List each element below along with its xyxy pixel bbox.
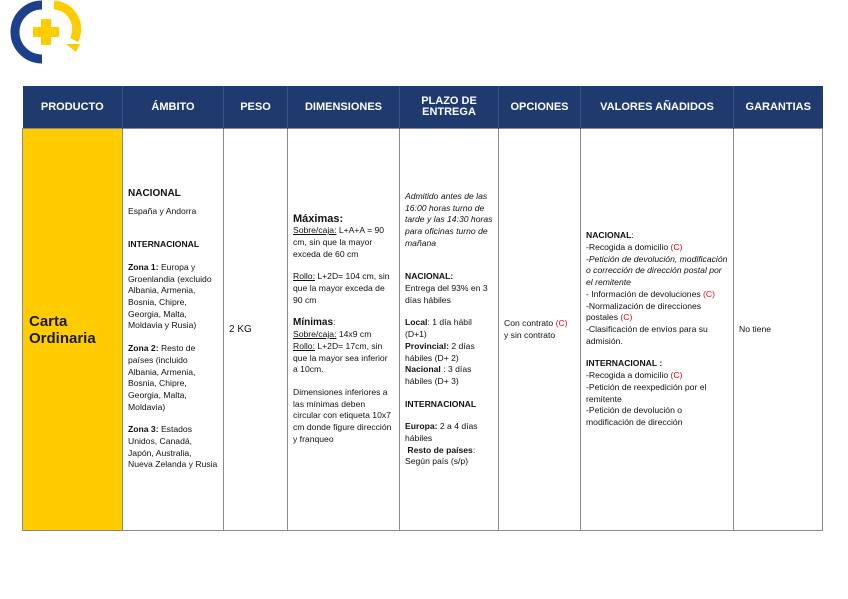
marker-c: (C) [670,242,683,253]
plazo-europa [405,421,493,444]
ambito-nacional-desc: España y Andorra [128,205,197,216]
valores-i2: -Petición de reexpedición por el remitente [586,381,707,404]
rollo-max-text: L+2D= 104 cm, sin que la mayor exceda de 90 cm [293,271,390,305]
valores-v2: -Petición de devolución, modificación o corrección de dirección postal por el remitente [586,253,728,288]
v4-text: -Normalización de direcciones postales [586,300,702,323]
plazo-resto-desc: Según país (s/p) [405,456,469,467]
provincial-label: Provincial: [405,340,449,351]
zona3-text: Estados Unidos, Canadá, Japón, Australia, Nueva Zelanda y Rusia [128,424,218,470]
plazo-nacional-desc: Entrega del 93% en 3 días hábiles [405,283,488,305]
cell-garantias: No tiene [734,129,823,531]
opciones-sin-contrato: y sin contrato [504,329,556,340]
cell-ambito [123,129,224,531]
cell-peso: 2 KG [224,129,288,531]
europa-text: 2 a 4 días hábiles [405,421,478,444]
header-ambito: ÁMBITO [123,86,224,129]
nacional-text: : 3 días hábiles (D+ 3) [405,364,472,386]
local-text: : 1 día hábil (D+1) [405,317,472,340]
zona3-label: Zona 3: [128,424,159,435]
sobre-max-text: L+A+A = 90 cm, sin que la mayor exceda de 60 cm [293,225,385,259]
dimensiones-note: Dimensiones inferiores a las mínimas deben circular con etiqueta 10x7 cm donde figure dirección y franqueo [293,386,392,444]
header-opciones: OPCIONES [499,86,581,129]
valores-v1 [586,242,728,254]
rollo-min-label: Rollo: [293,340,315,351]
plazo-resto [405,445,493,457]
con-contrato-text: Con contrato [504,317,556,328]
ambito-internacional-title: INTERNACIONAL [128,239,200,250]
valores-nacional-colon: : [631,230,634,241]
dimensiones-max-title: Máximas: [293,212,344,225]
marker-c: (C) [670,370,683,381]
valores-i3: -Petición de devolución o modificación de dirección [586,405,683,427]
cell-dimensiones [288,129,400,531]
plazo-admitido: Admitido antes de las 16:00 horas turno de tarde y las 14:30 horas para oficinas turno de mañana [405,190,493,248]
plazo-provincial [405,341,493,364]
zona1-text: Europa y Groenlandia (excluido Albania, Armenia, Bosnia, Chipre, Georgia, Malta, Moldavia y Rusia) [128,261,212,331]
valores-v3 [586,289,728,301]
dimensiones-rollo-max [293,271,394,306]
v3-text: - Información de devoluciones [586,288,704,299]
sobre-label: Sobre/caja: [293,225,337,236]
valores-i1 [586,370,728,382]
header-garantias: GARANTIAS [734,86,823,129]
valores-internacional-title: INTERNACIONAL : [586,358,663,369]
dimensiones-min-colon: : [333,317,336,328]
dimensiones-min-title: Mínimas [293,317,334,329]
header-valores-anadidos: VALORES AÑADIDOS [581,86,734,129]
header-producto: PRODUCTO [23,86,123,129]
zona2-label: Zona 2: [128,343,159,354]
valores-v4 [586,301,728,324]
europa-label: Europa: [405,421,438,432]
i1-text: -Recogida a domicilio [586,370,671,381]
marker-c: (C) [555,317,568,328]
product-rates-table [22,86,823,531]
local-label: Local [405,317,428,328]
provincial-text: 2 días hábiles (D+ 2) [405,340,475,363]
nacional-label: Nacional [405,364,441,375]
header-peso: PESO [224,86,288,129]
cell-plazo-entrega [400,129,499,531]
header-plazo-entrega: PLAZO DE ENTREGA [400,86,499,129]
zona2-text: Resto de países (incluido Albania, Armenia, Bosnia, Chipre, Georgia, Malta, Moldavia) [128,343,196,412]
plazo-nacional-title: NACIONAL: [405,271,454,282]
cell-opciones [499,129,581,531]
dimensiones-sobre-min [293,329,394,341]
marker-c: (C) [703,288,715,299]
v1-text: -Recogida a domicilio [586,242,671,253]
ambito-zona2 [128,343,218,413]
ambito-nacional-title: NACIONAL [128,187,181,199]
ambito-zona1 [128,262,218,332]
valores-v5: -Clasificación de envíos para su admisión. [586,324,708,346]
marker-c: (C) [620,312,633,323]
header-dimensiones: DIMENSIONES [288,86,400,129]
table-header-row [23,86,823,129]
ambito-zona3 [128,424,218,471]
rollo-min-text: L+2D= 17cm, sin que la mayor sea inferior a 10cm. [293,340,388,375]
correos-horn-cross-icon [4,0,88,64]
resto-text: : [472,444,476,455]
rollo-label: Rollo: [293,271,315,282]
cell-valores-anadidos [581,129,734,531]
zona1-label: Zona 1: [128,261,159,272]
plazo-local [405,317,493,340]
sobre-min-label: Sobre/caja: [293,329,337,340]
opciones-con-contrato [504,318,575,330]
cell-product-name: Carta Ordinaria [23,129,123,531]
plazo-nacional [405,364,493,387]
table-row [23,129,823,531]
dimensiones-min-heading [293,317,394,329]
sobre-min-text: 14x9 cm [336,329,372,340]
valores-nacional-heading [586,230,728,242]
plazo-internacional-title: INTERNACIONAL [405,398,477,409]
dimensiones-sobre-max [293,225,394,260]
resto-label: Resto de países [407,444,473,455]
dimensiones-rollo-min [293,341,394,376]
valores-nacional-title: NACIONAL [586,230,632,241]
